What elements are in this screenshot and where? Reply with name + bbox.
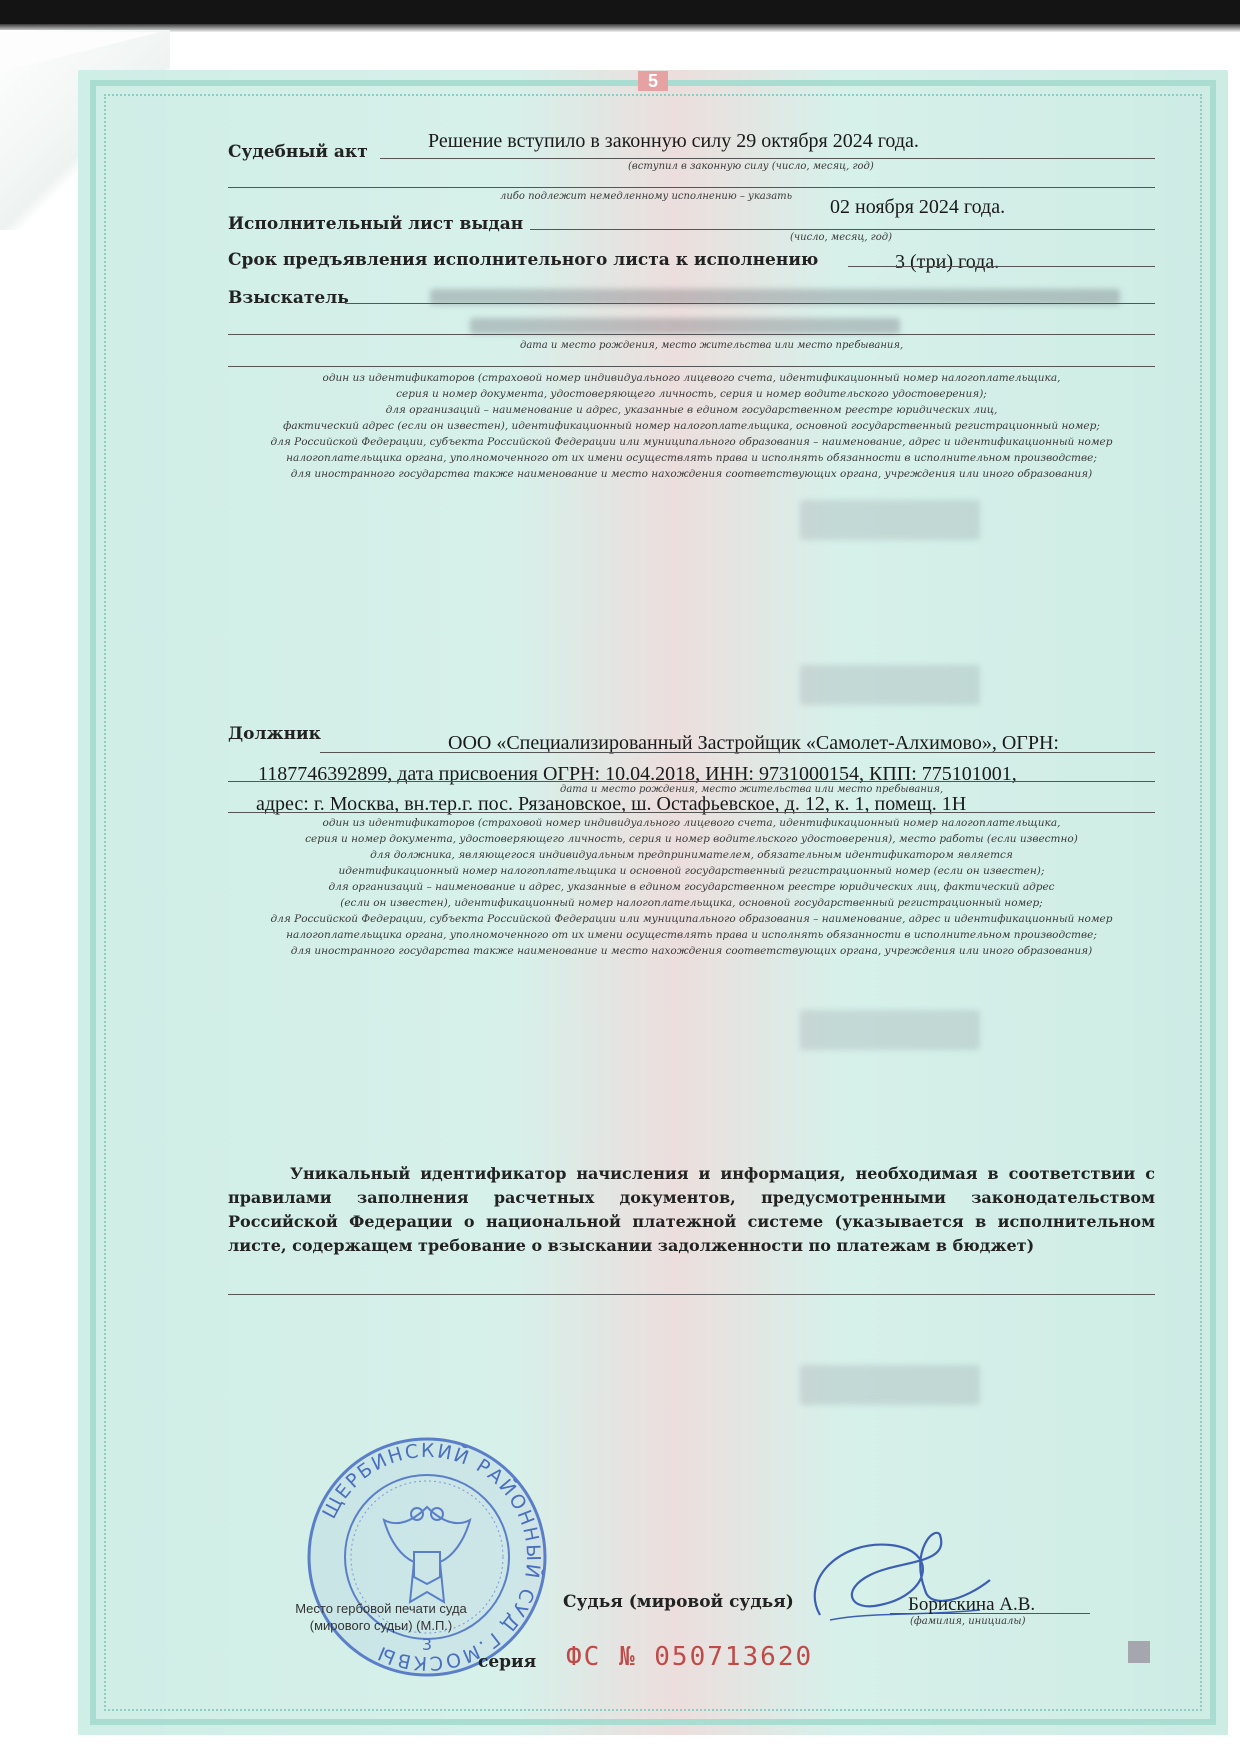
claimant-hint-birth: дата и место рождения, место жительства или место пребывания, [520,340,904,351]
writ-issued-line [530,229,1155,230]
folded-corner [0,32,160,72]
debtor-note-9: для иностранного государства также наименование и место нахождения соответствующих органа, учреждения или иного образования) [290,945,1093,957]
redacted-claimant-details [470,318,900,334]
scan-top-edge [0,0,1240,24]
identifier-line [228,1294,1155,1295]
debtor-line-1: ООО «Специализированный Застройщик «Самолет-Алхимово», ОГРН: [448,732,1059,754]
debtor-rule-3 [228,812,1155,813]
claimant-line-2 [228,334,1155,335]
claimant-note-2: серия и номер документа, удостоверяющего личность, серия и номер водительского удостоверения); [396,388,987,400]
debtor-note-7: для Российской Федерации, субъекта Российской Федерации или муниципального образования – наименование, адрес и идентификационный номер [270,913,1113,925]
court-seal [302,1432,552,1682]
claimant-label: Взыскатель [228,288,349,308]
court-act-hint-immediate: либо подлежит немедленному исполнению – указать [500,191,793,202]
debtor-rule-1 [320,752,1155,753]
debtor-label: Должник [228,724,321,744]
series-number: ФС № 050713620 [566,1642,814,1672]
court-act-value: Решение вступило в законную силу 29 октября 2024 года. [428,130,919,152]
scan-shadow [0,24,1240,32]
seal-number: 3 [421,1635,433,1654]
debtor-rule-2 [228,781,1155,782]
claimant-line-3 [228,366,1155,367]
watermark-smudge [800,1365,980,1405]
claimant-note-4: фактический адрес (если он известен), идентификационный номер налогоплательщика, основной государственный регистрационный номер; [283,420,1100,432]
writ-issued-label: Исполнительный лист выдан [228,214,524,234]
identifier-paragraph: Уникальный идентификатор начисления и информация, необходимая в соответствии с правилами заполнения расчетных документов, предусмотренными законодательством Российской Федерации о национальной платежной системе (указывается в исполнительном листе, содержащем требование о взыскании задолженности по платежам в бюджет) [228,1164,1155,1255]
term-label: Срок предъявления исполнительного листа к исполнению [228,250,819,270]
claimant-note-7: для иностранного государства также наименование и место нахождения соответствующих органа, учреждения или иного образования) [290,468,1093,480]
debtor-note-6: (если он известен), идентификационный номер налогоплательщика, основной государственный регистрационный номер; [340,897,1043,909]
stamp-caption-2: (мирового судьи) (М.П.) [309,1618,453,1633]
claimant-note-5: для Российской Федерации, субъекта Российской Федерации или муниципального образования – наименование, адрес и идентификационный номер [270,436,1113,448]
court-act-hint: (вступил в законную силу (число, месяц, год) [628,161,874,172]
series-label: серия [478,1652,537,1672]
debtor-note-4: идентификационный номер налогоплательщика и основной государственный регистрационный номер (если он известен); [338,865,1045,877]
term-value: 3 (три) года. [895,251,1000,273]
judge-hint: (фамилия, инициалы) [910,1616,1026,1627]
claimant-note-6: налогоплательщика органа, уполномоченного от их имени осуществлять права и исполнять обязанности в исполнительном производстве; [286,452,1097,464]
redacted-claimant-name [430,289,1120,305]
judge-name: Борискина А.В. [908,1594,1036,1615]
debtor-note-3: для должника, являющегося индивидуальным предпринимателем, обязательным идентификатором является [370,849,1013,861]
court-act-label: Судебный акт [228,142,368,162]
writ-issued-hint: (число, месяц, год) [790,232,892,243]
court-act-line-2 [228,187,1155,188]
judge-label: Судья (мировой судья) [563,1592,794,1612]
court-act-line [380,158,1155,159]
debtor-note-2: серия и номер документа, удостоверяющего личность, серия и номер водительского удостоверения), место работы (если известно) [305,833,1078,845]
term-line [848,266,1155,267]
debtor-line-3: адрес: г. Москва, вн.тер.г. пос. Рязановское, ш. Остафьевское, д. 12, к. 1, помещ. 1Н [256,793,967,815]
debtor-line-2: 1187746392899, дата присвоения ОГРН: 10.04.2018, ИНН: 9731000154, КПП: 775101001, [258,763,1017,785]
watermark-smudge [800,665,980,705]
claimant-note-1: один из идентификаторов (страховой номер индивидуального лицевого счета, идентификационный номер налогоплательщика, [322,372,1061,384]
debtor-hint-birth: дата и место рождения, место жительства или место пребывания, [560,784,944,795]
claimant-note-3: для организаций – наименование и адрес, указанные в едином государственном реестре юридических лиц, [385,404,998,416]
page-number: 5 [638,71,668,91]
watermark-smudge [800,1010,980,1050]
stamp-caption-1: Место гербовой печати суда [295,1601,467,1616]
writ-issued-value: 02 ноября 2024 года. [830,196,1006,218]
debtor-note-8: налогоплательщика органа, уполномоченного от их имени осуществлять права и исполнять обязанности в исполнительном производстве; [286,929,1097,941]
watermark-smudge [800,500,980,540]
corner-marker [1128,1641,1150,1663]
debtor-note-5: для организаций – наименование и адрес, указанные в едином государственном реестре юридических лиц, фактический адрес [328,881,1055,893]
seal-ring-text: ЩЕРБИНСКИЙ РАЙОННЫЙ СУД Г.МОСКВЫ [318,1439,545,1675]
debtor-note-1: один из идентификаторов (страховой номер индивидуального лицевого счета, идентификационный номер налогоплательщика, [322,817,1061,829]
